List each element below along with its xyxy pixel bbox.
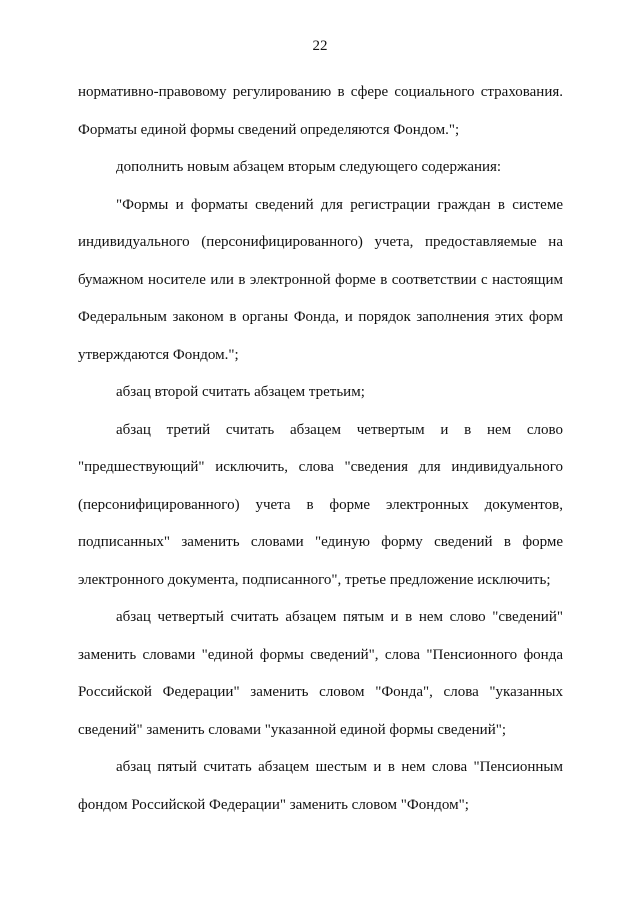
text-line: абзац третий считать абзацем четвертым и в нем слово [116, 421, 563, 438]
text-line: бумажном носителе или в электронной форме в соответствии с настоящим [78, 271, 563, 288]
text-line: абзац второй считать абзацем третьим; [116, 384, 365, 400]
text-line: Федеральным законом в органы Фонда, и порядок заполнения этих форм [78, 309, 563, 325]
text-line: индивидуального (персонифицированного) учета, предоставляемые на [78, 234, 563, 250]
text-line: заменить словами "единой формы сведений", слова "Пенсионного фонда [78, 646, 563, 663]
text-line: (персонифицированного) учета в форме электронных документов, [78, 496, 563, 513]
text-line: электронного документа, подписанного", третье предложение исключить; [78, 571, 551, 588]
text-line: Форматы единой формы сведений определяются Фондом."; [78, 121, 460, 138]
text-line: фондом Российской Федерации" заменить словом "Фондом"; [78, 796, 469, 813]
text-line: подписанных" заменить словами "единую форму сведений в форме [78, 534, 563, 550]
text-line: Российской Федерации" заменить словом "Фонда", слова "указанных [78, 684, 563, 700]
page-number: 22 [312, 38, 328, 54]
text-line: абзац четвертый считать абзацем пятым и в нем слово "сведений" [116, 609, 563, 625]
document-body [78, 74, 563, 824]
text-line: утверждаются Фондом."; [78, 346, 239, 363]
text-line: "предшествующий" исключить, слова "сведения для индивидуального [78, 459, 563, 475]
text-line: абзац пятый считать абзацем шестым и в нем слова "Пенсионным [116, 759, 563, 775]
text-line: нормативно-правовому регулированию в сфере социального страхования. [78, 84, 563, 100]
text-line: сведений" заменить словами "указанной единой формы сведений"; [78, 721, 507, 738]
text-line: "Формы и форматы сведений для регистрации граждан в системе [116, 196, 563, 213]
text-line: дополнить новым абзацем вторым следующего содержания: [116, 159, 502, 175]
